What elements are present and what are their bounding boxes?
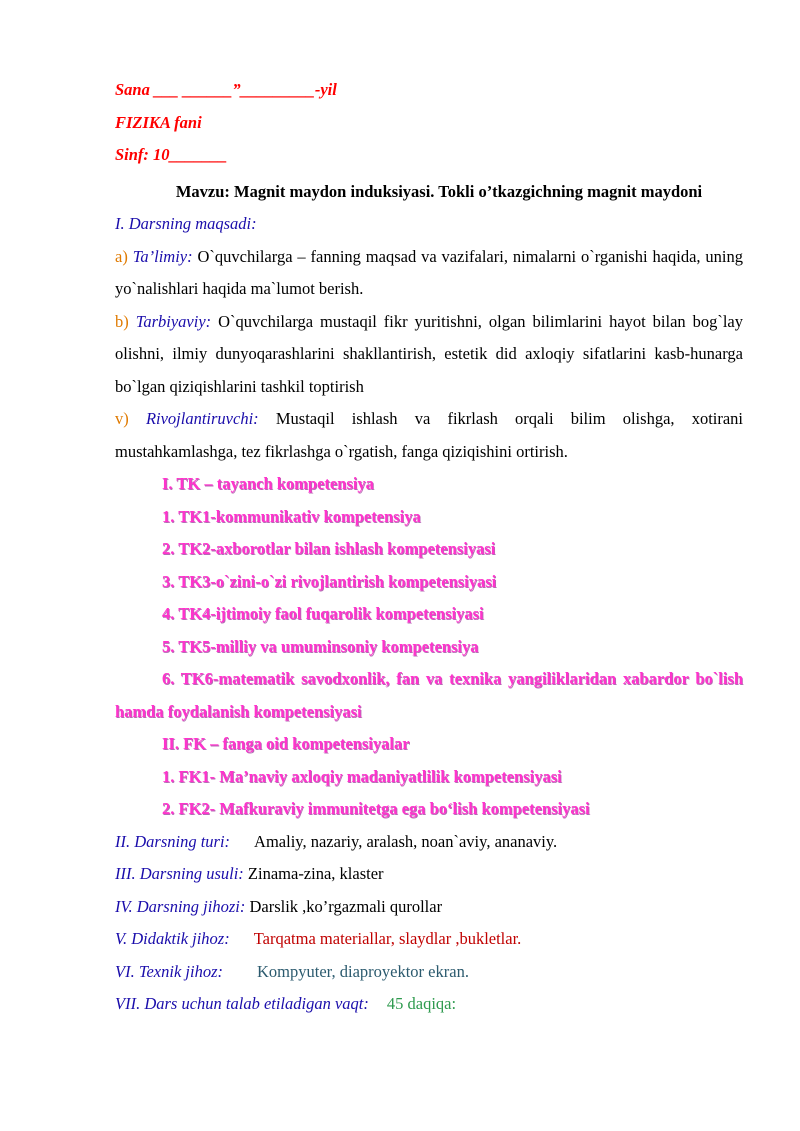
- goal-upbringing: [115, 306, 743, 404]
- goal-a-label: Ta’limiy:: [132, 246, 193, 266]
- didactic-value: Tarqatma materiallar, slaydlar ,bukletlar.: [253, 929, 522, 948]
- lesson-method-value: Zinama-zina, klaster: [247, 864, 384, 883]
- goal-educational: [115, 241, 743, 306]
- goal-v-text: Mustaqil ishlash va fikrlash orqali bilim olishga, xotirani mustahkamlashga, tez fikrlashga o`rgatish, fanga qiziqishini ortirish.: [115, 409, 744, 461]
- grade-line: Sinf: 10_______: [115, 145, 228, 164]
- goal-b-label: Tarbiyaviy:: [135, 311, 212, 331]
- goals-heading: I. Darsning maqsadi:: [115, 214, 257, 233]
- goal-v-label: Rivojlantiruvchi:: [145, 409, 259, 428]
- goal-a-text: O`quvchilarga – fanning maqsad va vazifalari, nimalarni o`rganishi haqida, uning yo`nalishlari haqida ma`lumot berish.: [115, 246, 744, 298]
- tk2-item: 2. TK2-axborotlar bilan ishlash kompetensiyasi: [162, 539, 496, 558]
- lesson-type-row: [115, 826, 743, 859]
- tk6-item: 6. TK6-matematik savodxonlik, fan va texnika yangiliklaridan xabardor bo`lish hamda foydalanish kompetensiyasi: [115, 669, 743, 721]
- topic-title: Mavzu: Magnit maydon induksiyasi. Tokli o’tkazgichning magnit maydoni: [175, 181, 703, 201]
- didactic-label: V. Didaktik jihoz:: [115, 929, 230, 948]
- lesson-method-row: [115, 858, 743, 891]
- goal-a-marker: a): [115, 246, 128, 266]
- fk-heading: II. FK – fanga oid kompetensiyalar: [162, 734, 410, 753]
- tk1-item: 1. TK1-kommunikativ kompetensiya: [162, 506, 421, 526]
- lesson-method-label: III. Darsning usuli:: [115, 864, 244, 883]
- lesson-equipment-value: Darslik ,ko’rgazmali qurollar: [249, 896, 443, 916]
- technical-label: VI. Texnik jihoz:: [115, 961, 223, 981]
- lesson-type-value: Amaliy, nazariy, aralash, noan`aviy, ananaviy.: [254, 831, 558, 851]
- fk1-item: 1. FK1- Ma’naviy axloqiy madaniyatlilik kompetensiyasi: [162, 766, 562, 786]
- lesson-equipment-row: [115, 891, 743, 924]
- date-line: Sana ___ ______”_________-yil: [115, 80, 337, 99]
- didactic-row: [115, 923, 743, 956]
- technical-value: Kompyuter, diaproyektor ekran.: [257, 961, 469, 981]
- tk3-item: 3. TK3-o`zini-o`zi rivojlantirish kompetensiyasi: [162, 571, 497, 591]
- duration-row: [115, 988, 743, 1021]
- tk4-item: 4. TK4-ijtimoiy faol fuqarolik kompetensiyasi: [162, 604, 484, 623]
- goal-b-text: O`quvchilarga mustaqil fikr yuritishni, olgan bilimlarini hayot bilan bog`lay olishni, ilmiy dunyoqarashlarini shakllantirish, estetik did axloqiy sifatlarini kasb-hunarga bo`lgan qiziqishlarini tashkil toptirish: [115, 311, 743, 396]
- subject-line: FIZIKA fani: [115, 112, 202, 132]
- tk-heading: I. TK – tayanch kompetensiya: [162, 474, 374, 493]
- tk5-item: 5. TK5-milliy va umuminsoniy kompetensiya: [162, 636, 479, 656]
- lesson-plan-page: [115, 74, 743, 1021]
- lesson-equipment-label: IV. Darsning jihozi:: [115, 896, 246, 916]
- goal-v-marker: v): [115, 409, 129, 428]
- technical-row: [115, 956, 743, 989]
- goal-b-marker: b): [115, 311, 129, 331]
- fk2-item: 2. FK2- Mafkuraviy immunitetga ega bo‘lish kompetensiyasi: [162, 799, 590, 818]
- goal-developmental: [115, 403, 743, 468]
- duration-value: 45 daqiqa:: [386, 994, 457, 1013]
- lesson-type-label: II. Darsning turi:: [115, 831, 231, 851]
- duration-label: VII. Dars uchun talab etiladigan vaqt:: [115, 994, 369, 1013]
